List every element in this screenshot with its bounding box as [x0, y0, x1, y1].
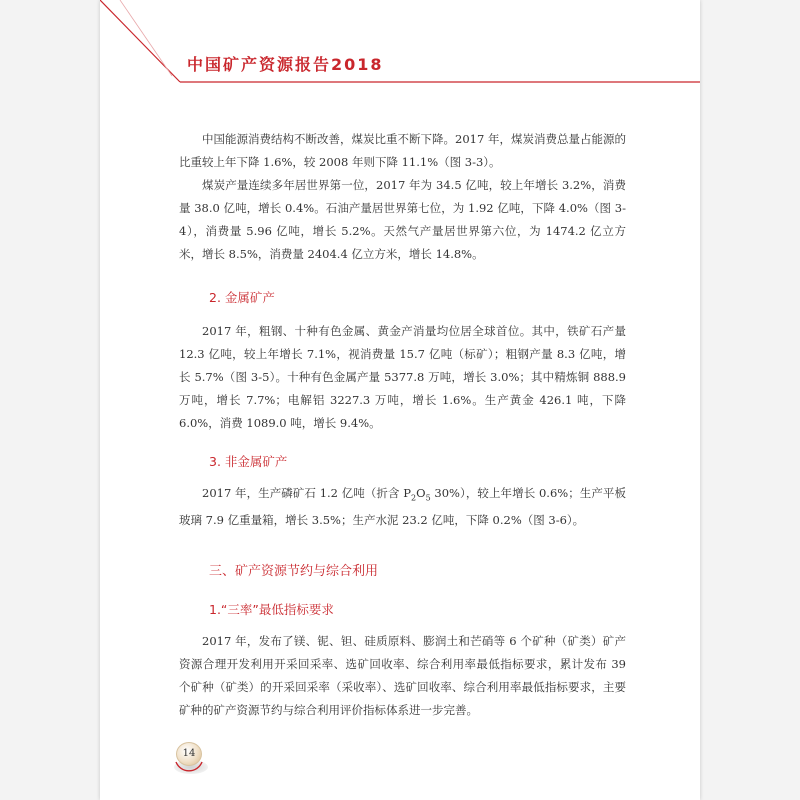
paragraph-three-rates: 2017 年，发布了镁、铌、钽、硅质原料、膨润土和芒硝等 6 个矿种（矿类）矿产资源合理开发利用开采回采率、选矿回收率、综合利用率最低指标要求，累计发布 39 个矿种（矿类）的开采回采率（采收率）、选矿回收率、综合利用率最低指标要求，主要矿种的矿产资源节约与综合利用评价指标体系进一步完善。: [179, 634, 626, 717]
paragraph-energy-production: 煤炭产量连续多年居世界第一位，2017 年为 34.5 亿吨，较上年增长 3.2%，消费量 38.0 亿吨，增长 0.4%。石油产量居世界第七位，为 1.92 亿吨，下降 4.0%（图 3-4），消费量 5.96 亿吨，增长 5.2%。天然气产量居世界第六位，为 1474.2 亿立方米，增长 8.5%，消费量 2404.4 亿立方米，增长 14.8%。: [179, 178, 626, 261]
body-paragraphs-metal: [179, 320, 626, 435]
body-paragraphs-nonmetal: [179, 482, 626, 532]
heading-metal-minerals: 2. 金属矿产: [209, 290, 275, 305]
body-paragraphs-energy: [179, 128, 626, 266]
body-paragraphs-three-rates: [179, 630, 626, 722]
paragraph-energy-structure: 中国能源消费结构不断改善，煤炭比重不断下降。2017 年，煤炭消费总量占能源的比重较上年下降 1.6%，较 2008 年则下降 11.1%（图 3-3）。: [179, 132, 626, 169]
document-page: [100, 0, 700, 800]
page-number: 14: [176, 742, 202, 766]
page-number-badge: [172, 740, 208, 776]
heading-three-rates: 1.“三率”最低指标要求: [209, 602, 334, 617]
heading-section-three: 三、矿产资源节约与综合利用: [209, 564, 379, 579]
report-title: 中国矿产资源报告2018: [187, 55, 384, 74]
paragraph-nonmetal-minerals: 2017 年，生产磷矿石 1.2 亿吨（折含 $P_2O_5$ 30%），较上年增长 0.6%；生产平板玻璃 7.9 亿重量箱，增长 3.5%；生产水泥 23.2 亿吨，下降 0.2%（图 3-6）。: [179, 486, 626, 528]
heading-nonmetal-minerals: 3. 非金属矿产: [209, 454, 288, 469]
paragraph-metal-minerals: 2017 年，粗钢、十种有色金属、黄金产消量均位居全球首位。其中，铁矿石产量 12.3 亿吨，较上年增长 7.1%，视消费量 15.7 亿吨（标矿）；粗钢产量 8.3 亿吨，增长 5.7%（图 3-5）。十种有色金属产量 5377.8 万吨，增长 3.0%；其中精炼铜 888.9 万吨，增长 7.7%；电解铝 3227.3 万吨，增长 1.6%。生产黄金 426.1 吨，下降 6.0%，消费 1089.0 吨，增长 9.4%。: [179, 324, 626, 430]
